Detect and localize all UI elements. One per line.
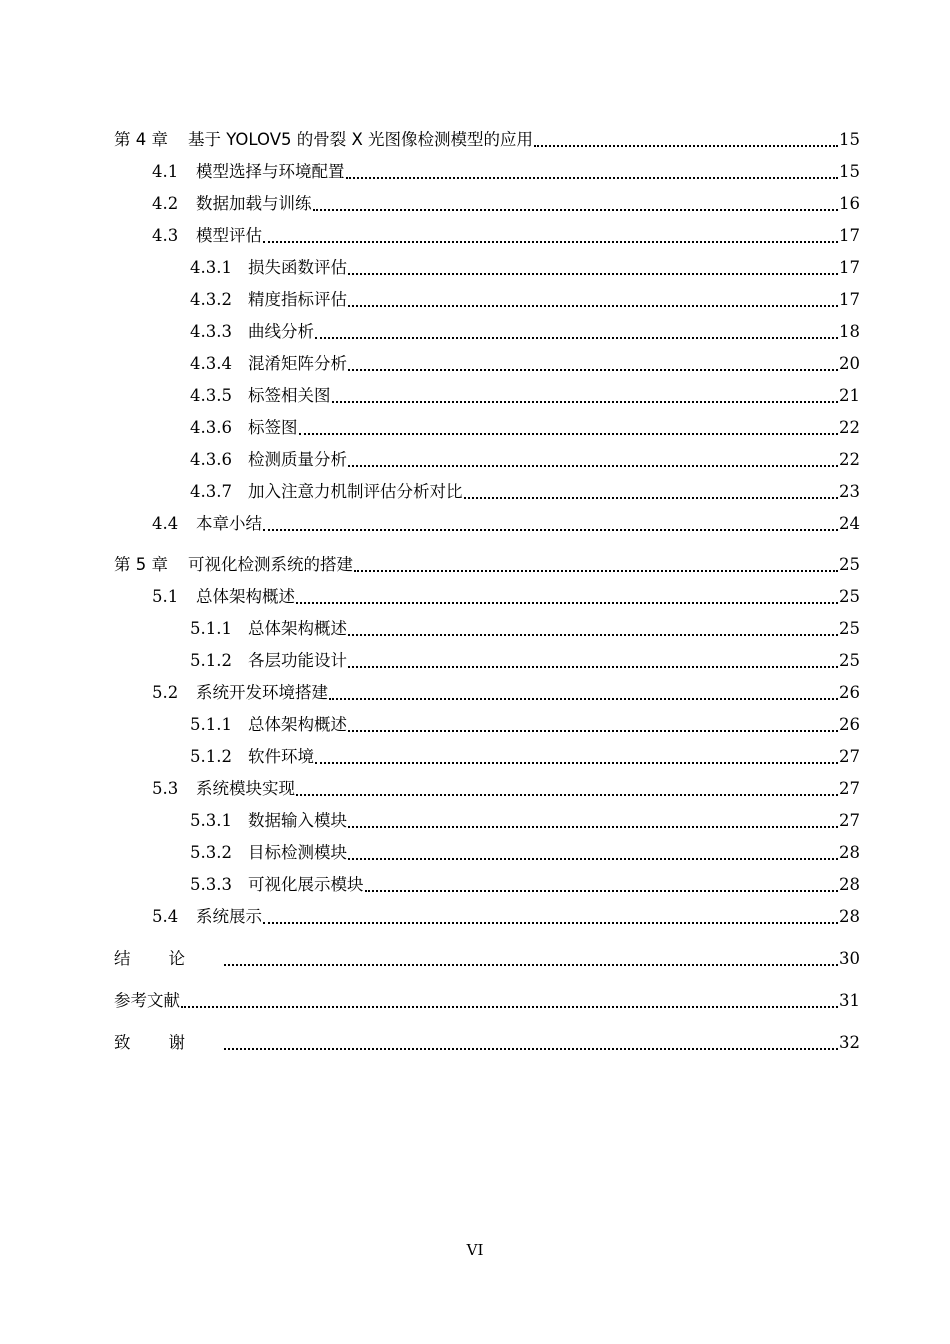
dot-leader <box>224 963 838 966</box>
toc-entry-4-3-1[interactable] <box>114 248 860 280</box>
toc-entry-5-2[interactable] <box>114 673 860 705</box>
toc-entry-page: 18 <box>839 322 860 341</box>
dot-leader <box>296 601 838 604</box>
toc-entry-acknowledgements[interactable] <box>114 1013 860 1055</box>
toc-entry-title: 检测质量分析 <box>248 450 347 469</box>
dot-leader <box>346 176 839 179</box>
dot-leader <box>263 240 838 243</box>
toc-entry-number: 4.3.6 <box>190 450 232 469</box>
dot-leader <box>348 272 838 275</box>
toc-entry-page: 26 <box>839 683 860 702</box>
toc-entry-page: 28 <box>839 907 860 926</box>
toc-entry-5-3[interactable] <box>114 769 860 801</box>
toc-entry-number: 4.3.3 <box>190 322 232 341</box>
toc-entry-number: 4.3.5 <box>190 386 232 405</box>
toc-entry-title: 精度指标评估 <box>248 290 347 309</box>
toc-entry-number: 5.1.2 <box>190 651 232 670</box>
toc-entry-4-4[interactable] <box>114 504 860 536</box>
toc-entry-page: 21 <box>839 386 860 405</box>
toc-entry-page: 22 <box>839 450 860 469</box>
toc-entry-number: 5.1.1 <box>190 619 232 638</box>
dot-leader <box>348 665 838 668</box>
toc-entry-title: 参考文献 <box>114 991 180 1010</box>
dot-leader <box>313 208 839 211</box>
dot-leader <box>315 761 838 764</box>
toc-entry-4-3-4[interactable] <box>114 344 860 376</box>
toc-entry-title: 软件环境 <box>248 747 314 766</box>
toc-entry-title: 系统模块实现 <box>196 779 295 798</box>
toc-entry-title: 数据加载与训练 <box>196 194 312 213</box>
dot-leader <box>263 528 838 531</box>
dot-leader <box>348 464 838 467</box>
toc-entry-page: 28 <box>839 875 860 894</box>
dot-leader <box>348 729 838 732</box>
toc-entry-conclusion[interactable] <box>114 929 860 971</box>
toc-entry-5-1[interactable] <box>114 577 860 609</box>
toc-entry-title: 标签图 <box>248 418 298 437</box>
page-number: VI <box>466 1241 484 1259</box>
toc-entry-page: 15 <box>839 130 860 149</box>
dot-leader <box>348 857 838 860</box>
toc-entry-page: 30 <box>839 949 860 968</box>
toc-entry-page: 32 <box>839 1033 860 1052</box>
toc-entry-title: 致谢 <box>114 1033 223 1052</box>
toc-entry-title: 模型评估 <box>196 226 262 245</box>
toc-entry-page: 27 <box>839 779 860 798</box>
dot-leader <box>534 144 838 147</box>
toc-entry-5-2-2[interactable] <box>114 737 860 769</box>
toc-entry-title: 可视化展示模块 <box>248 875 364 894</box>
toc-entry-number: 5.3.1 <box>190 811 232 830</box>
dot-leader <box>332 400 839 403</box>
toc-entry-number: 4.3.6 <box>190 418 232 437</box>
toc-entry-page: 25 <box>839 587 860 606</box>
toc-entry-title: 总体架构概述 <box>248 715 347 734</box>
toc-entry-page: 27 <box>839 747 860 766</box>
toc-entry-number: 5.3.3 <box>190 875 232 894</box>
toc-entry-page: 27 <box>839 811 860 830</box>
toc-entry-title: 模型选择与环境配置 <box>196 162 345 181</box>
toc-entry-number: 4.3.2 <box>190 290 232 309</box>
toc-entry-title: 各层功能设计 <box>248 651 347 670</box>
toc-entry-number: 4.3.4 <box>190 354 232 373</box>
toc-entry-number: 5.4 <box>152 907 179 926</box>
toc-entry-page: 26 <box>839 715 860 734</box>
dot-leader <box>181 1005 838 1008</box>
toc-entry-page: 25 <box>839 555 860 574</box>
toc-entry-title: 结论 <box>114 949 223 968</box>
toc-entry-title: 可视化检测系统的搭建 <box>188 555 353 574</box>
toc-entry-number: 5.3 <box>152 779 179 798</box>
dot-leader <box>224 1047 838 1050</box>
toc-entry-number: 5.1 <box>152 587 179 606</box>
toc-entry-5-2-1[interactable] <box>114 705 860 737</box>
toc-entry-title: 数据输入模块 <box>248 811 347 830</box>
toc-entry-title: 系统展示 <box>196 907 262 926</box>
toc-entry-page: 17 <box>839 290 860 309</box>
toc-entry-5-4[interactable] <box>114 897 860 929</box>
toc-entry-page: 17 <box>839 258 860 277</box>
toc-entry-4-3-3[interactable] <box>114 312 860 344</box>
toc-entry-page: 20 <box>839 354 860 373</box>
toc-entry-4-1[interactable] <box>114 152 860 184</box>
toc-entry-number: 4.3.1 <box>190 258 232 277</box>
toc-entry-chapter-4[interactable] <box>114 120 860 152</box>
toc-entry-page: 17 <box>839 226 860 245</box>
toc-entry-page: 15 <box>839 162 860 181</box>
toc-entry-title: 标签相关图 <box>248 386 331 405</box>
toc-entry-number: 4.3.7 <box>190 482 232 501</box>
toc-entry-number: 4.4 <box>152 514 179 533</box>
toc-entry-5-1-2[interactable] <box>114 641 860 673</box>
toc-entry-page: 22 <box>839 418 860 437</box>
toc-entry-4-3-6-b[interactable] <box>114 440 860 472</box>
toc-entry-4-2[interactable] <box>114 184 860 216</box>
toc-entry-title: 基于 YOLOV5 的骨裂 X 光图像检测模型的应用 <box>188 130 534 149</box>
toc-entry-title: 曲线分析 <box>248 322 314 341</box>
toc-entry-title: 混淆矩阵分析 <box>248 354 347 373</box>
toc-entry-4-3-5[interactable] <box>114 376 860 408</box>
toc-entry-references[interactable] <box>114 971 860 1013</box>
toc-entry-number: 5.1.2 <box>190 747 232 766</box>
toc-entry-number: 4.3 <box>152 226 179 245</box>
toc-entry-title: 总体架构概述 <box>196 587 295 606</box>
dot-leader <box>464 496 839 499</box>
toc-entry-page: 31 <box>839 991 860 1010</box>
dot-leader <box>348 304 838 307</box>
toc-entry-4-3-6-a[interactable] <box>114 408 860 440</box>
toc-entry-number: 5.3.2 <box>190 843 232 862</box>
toc-entry-title: 系统开发环境搭建 <box>196 683 328 702</box>
toc-entry-page: 16 <box>839 194 860 213</box>
table-of-contents <box>114 120 860 1055</box>
toc-entry-number: 5.2 <box>152 683 179 702</box>
dot-leader <box>348 825 838 828</box>
toc-entry-number: 4.2 <box>152 194 179 213</box>
toc-entry-4-3-7[interactable] <box>114 472 860 504</box>
dot-leader <box>296 793 838 796</box>
toc-entry-title: 目标检测模块 <box>248 843 347 862</box>
toc-entry-5-3-3[interactable] <box>114 865 860 897</box>
toc-entry-number: 第 4 章 <box>114 130 168 149</box>
dot-leader <box>329 697 838 700</box>
toc-entry-page: 28 <box>839 843 860 862</box>
toc-entry-page: 23 <box>839 482 860 501</box>
toc-entry-4-3-2[interactable] <box>114 280 860 312</box>
toc-entry-page: 24 <box>839 514 860 533</box>
toc-entry-title: 损失函数评估 <box>248 258 347 277</box>
toc-entry-number: 第 5 章 <box>114 555 168 574</box>
dot-leader <box>348 368 838 371</box>
toc-entry-page: 25 <box>839 651 860 670</box>
dot-leader <box>348 633 838 636</box>
toc-entry-page: 25 <box>839 619 860 638</box>
toc-entry-5-3-1[interactable] <box>114 801 860 833</box>
dot-leader <box>299 432 839 435</box>
dot-leader <box>315 336 838 339</box>
toc-entry-number: 4.1 <box>152 162 179 181</box>
toc-entry-5-1-1[interactable] <box>114 609 860 641</box>
toc-entry-chapter-5[interactable] <box>114 545 860 577</box>
toc-entry-number: 5.1.1 <box>190 715 232 734</box>
toc-entry-title: 加入注意力机制评估分析对比 <box>248 482 463 501</box>
toc-entry-title: 总体架构概述 <box>248 619 347 638</box>
dot-leader <box>365 889 839 892</box>
toc-entry-4-3[interactable] <box>114 216 860 248</box>
toc-entry-5-3-2[interactable] <box>114 833 860 865</box>
dot-leader <box>263 921 838 924</box>
dot-leader <box>354 569 838 572</box>
toc-entry-title: 本章小结 <box>196 514 262 533</box>
